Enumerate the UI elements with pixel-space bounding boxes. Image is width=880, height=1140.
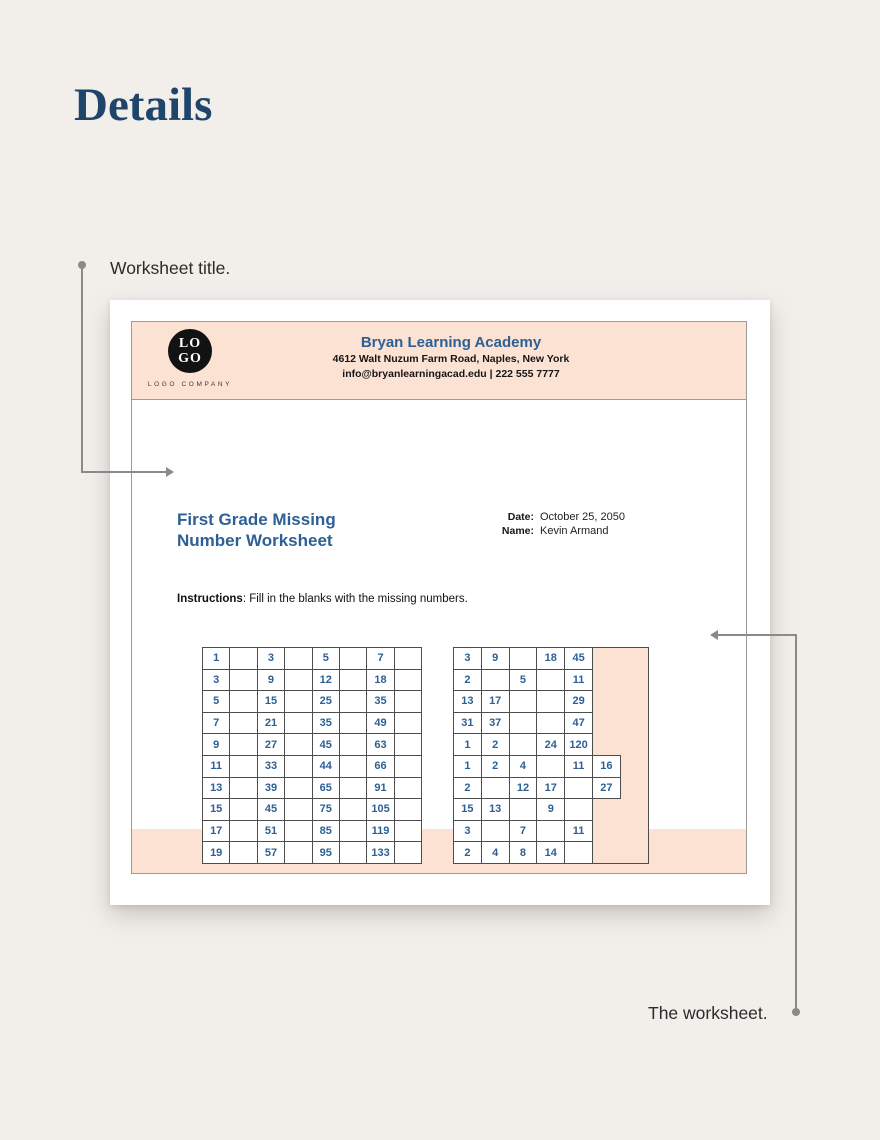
number-cell: 57: [257, 841, 285, 864]
meta-block: [432, 510, 625, 538]
annotation-label-the-worksheet: The worksheet.: [648, 1003, 768, 1023]
blank-cell: [564, 841, 593, 864]
number-cell: 9: [257, 669, 285, 692]
number-cell: 27: [592, 777, 621, 800]
number-cell: 13: [202, 777, 230, 800]
grid-row: [453, 820, 649, 843]
number-cell: 19: [202, 841, 230, 864]
number-cell: 1: [453, 755, 482, 778]
blank-cell: [339, 841, 367, 864]
worksheet-title-line1: First Grade Missing: [177, 510, 336, 529]
logo-text-bottom: GO: [178, 351, 202, 366]
grid-row: [453, 755, 649, 778]
blank-cell: [284, 712, 312, 735]
date-value: October 25, 2050: [540, 511, 626, 523]
worksheet-header: [132, 322, 746, 400]
number-cell: 2: [453, 841, 482, 864]
number-cell: 45: [257, 798, 285, 821]
page-title: Details: [74, 79, 213, 131]
number-cell: 35: [366, 690, 394, 713]
logo-caption: LOGO COMPANY: [147, 381, 233, 388]
instructions: [177, 593, 468, 605]
number-cell: 17: [202, 820, 230, 843]
number-cell: 5: [202, 690, 230, 713]
grid-row: [202, 647, 422, 670]
grid-row: [453, 690, 649, 713]
blank-cell: [284, 647, 312, 670]
blank-cell: [339, 820, 367, 843]
number-cell: 95: [312, 841, 340, 864]
blank-cell: [509, 798, 538, 821]
grid-row: [453, 733, 649, 756]
number-cell: 12: [509, 777, 538, 800]
grid-row: [202, 820, 422, 843]
grid-row: [202, 841, 422, 864]
number-cell: 2: [453, 669, 482, 692]
grid-row: [453, 777, 649, 800]
blank-cell: [339, 755, 367, 778]
annotation-label-worksheet-title: Worksheet title.: [110, 258, 231, 278]
number-cell: 31: [453, 712, 482, 735]
number-cell: 3: [453, 820, 482, 843]
number-cell: 13: [481, 798, 510, 821]
blank-cell: [564, 777, 593, 800]
worksheet-title: [177, 509, 336, 551]
blank-cell: [509, 712, 538, 735]
name-value: Kevin Armand: [540, 525, 609, 537]
number-cell: 47: [564, 712, 593, 735]
right-number-grid: [453, 647, 649, 864]
number-cell: 15: [453, 798, 482, 821]
number-cell: 29: [564, 690, 593, 713]
number-cell: 7: [509, 820, 538, 843]
academy-address: 4612 Walt Nuzum Farm Road, Naples, New York: [332, 353, 570, 365]
number-cell: 65: [312, 777, 340, 800]
blank-cell: [564, 798, 593, 821]
number-cell: 120: [564, 733, 593, 756]
blank-cell: [284, 777, 312, 800]
worksheet-preview[interactable]: [110, 300, 770, 905]
number-cell: 4: [509, 755, 538, 778]
annotation-line: [716, 634, 797, 636]
grid-row: [202, 733, 422, 756]
number-cell: 7: [366, 647, 394, 670]
annotation-line: [81, 265, 83, 472]
header-info: [132, 333, 746, 382]
blank-cell: [394, 777, 422, 800]
blank-cell: [229, 669, 257, 692]
name-row: [432, 524, 625, 538]
number-cell: 5: [509, 669, 538, 692]
blank-cell: [229, 755, 257, 778]
blank-cell: [536, 712, 565, 735]
grid-row: [202, 712, 422, 735]
number-cell: 3: [257, 647, 285, 670]
grid-row: [453, 841, 649, 864]
blank-cell: [536, 669, 565, 692]
number-cell: 39: [257, 777, 285, 800]
grid-row: [202, 755, 422, 778]
number-cell: 7: [202, 712, 230, 735]
blank-cell: [284, 755, 312, 778]
blank-cell: [394, 712, 422, 735]
logo-text-top: LO: [178, 336, 202, 351]
academy-contact: info@bryanlearningacad.edu | 222 555 7777: [342, 368, 560, 380]
blank-cell: [284, 733, 312, 756]
number-cell: 18: [366, 669, 394, 692]
number-cell: 9: [481, 647, 510, 670]
number-cell: 3: [453, 647, 482, 670]
grid-row: [202, 669, 422, 692]
number-cell: 51: [257, 820, 285, 843]
blank-cell: [339, 733, 367, 756]
annotation-line: [81, 471, 166, 473]
left-number-grid: [202, 647, 422, 864]
blank-cell: [229, 841, 257, 864]
academy-name: Bryan Learning Academy: [360, 334, 542, 351]
grid-row: [202, 798, 422, 821]
number-cell: 91: [366, 777, 394, 800]
number-cell: 9: [202, 733, 230, 756]
number-cell: 5: [312, 647, 340, 670]
blank-cell: [229, 712, 257, 735]
number-cell: 11: [202, 755, 230, 778]
number-cell: 44: [312, 755, 340, 778]
grid-row: [202, 777, 422, 800]
grid-row: [453, 647, 649, 670]
date-row: [432, 510, 625, 524]
number-cell: 27: [257, 733, 285, 756]
number-cell: 105: [366, 798, 394, 821]
grid-row: [453, 712, 649, 735]
blank-cell: [229, 798, 257, 821]
blank-cell: [536, 690, 565, 713]
blank-cell: [284, 690, 312, 713]
blank-cell: [509, 733, 538, 756]
blank-cell: [339, 647, 367, 670]
blank-cell: [394, 647, 422, 670]
blank-cell: [339, 712, 367, 735]
number-cell: 18: [536, 647, 565, 670]
number-cell: 133: [366, 841, 394, 864]
blank-cell: [229, 690, 257, 713]
number-cell: 1: [453, 733, 482, 756]
blank-cell: [284, 820, 312, 843]
blank-cell: [536, 755, 565, 778]
name-label: Name:: [501, 525, 534, 537]
number-cell: 35: [312, 712, 340, 735]
number-cell: 15: [202, 798, 230, 821]
number-cell: 21: [257, 712, 285, 735]
blank-cell: [481, 669, 510, 692]
blank-cell: [394, 820, 422, 843]
number-cell: 2: [453, 777, 482, 800]
number-cell: 8: [509, 841, 538, 864]
blank-cell: [394, 841, 422, 864]
grid-row: [453, 669, 649, 692]
number-cell: 63: [366, 733, 394, 756]
instructions-text: : Fill in the blanks with the missing numbers.: [242, 593, 468, 605]
blank-cell: [229, 733, 257, 756]
arrow-right-icon: [166, 467, 174, 477]
number-cell: 45: [564, 647, 593, 670]
number-cell: 17: [481, 690, 510, 713]
blank-cell: [339, 690, 367, 713]
number-cell: 37: [481, 712, 510, 735]
number-cell: 25: [312, 690, 340, 713]
number-cell: 17: [536, 777, 565, 800]
number-cell: 9: [536, 798, 565, 821]
date-label: Date:: [507, 511, 534, 523]
blank-cell: [339, 798, 367, 821]
number-cell: 66: [366, 755, 394, 778]
number-cell: 24: [536, 733, 565, 756]
instructions-label: Instructions: [177, 593, 243, 605]
blank-cell: [339, 777, 367, 800]
blank-cell: [284, 841, 312, 864]
blank-cell: [394, 755, 422, 778]
number-cell: 13: [453, 690, 482, 713]
number-cell: 75: [312, 798, 340, 821]
number-cell: 49: [366, 712, 394, 735]
number-cell: 119: [366, 820, 394, 843]
blank-cell: [481, 777, 510, 800]
blank-cell: [509, 690, 538, 713]
grid-row: [202, 690, 422, 713]
blank-cell: [394, 798, 422, 821]
grid-row: [453, 798, 649, 821]
number-cell: 14: [536, 841, 565, 864]
blank-cell: [284, 798, 312, 821]
annotation-line: [795, 634, 797, 1012]
number-cell: 15: [257, 690, 285, 713]
number-cell: 12: [312, 669, 340, 692]
annotation-dot-icon: [792, 1008, 800, 1016]
number-cell: 11: [564, 669, 593, 692]
blank-cell: [229, 777, 257, 800]
blank-cell: [481, 820, 510, 843]
number-cell: 11: [564, 755, 593, 778]
worksheet-frame: [131, 321, 747, 874]
blank-cell: [509, 647, 538, 670]
blank-cell: [284, 669, 312, 692]
number-cell: 2: [481, 733, 510, 756]
number-cell: 4: [481, 841, 510, 864]
number-cell: 85: [312, 820, 340, 843]
number-cell: 1: [202, 647, 230, 670]
blank-cell: [394, 690, 422, 713]
number-cell: 45: [312, 733, 340, 756]
blank-cell: [394, 733, 422, 756]
blank-cell: [229, 820, 257, 843]
number-cell: 2: [481, 755, 510, 778]
number-cell: 33: [257, 755, 285, 778]
number-cell: 16: [592, 755, 621, 778]
worksheet-body: [132, 401, 746, 859]
blank-cell: [536, 820, 565, 843]
number-cell: 11: [564, 820, 593, 843]
number-cell: 3: [202, 669, 230, 692]
blank-cell: [339, 669, 367, 692]
worksheet-title-line2: Number Worksheet: [177, 531, 333, 550]
blank-cell: [229, 647, 257, 670]
blank-cell: [394, 669, 422, 692]
